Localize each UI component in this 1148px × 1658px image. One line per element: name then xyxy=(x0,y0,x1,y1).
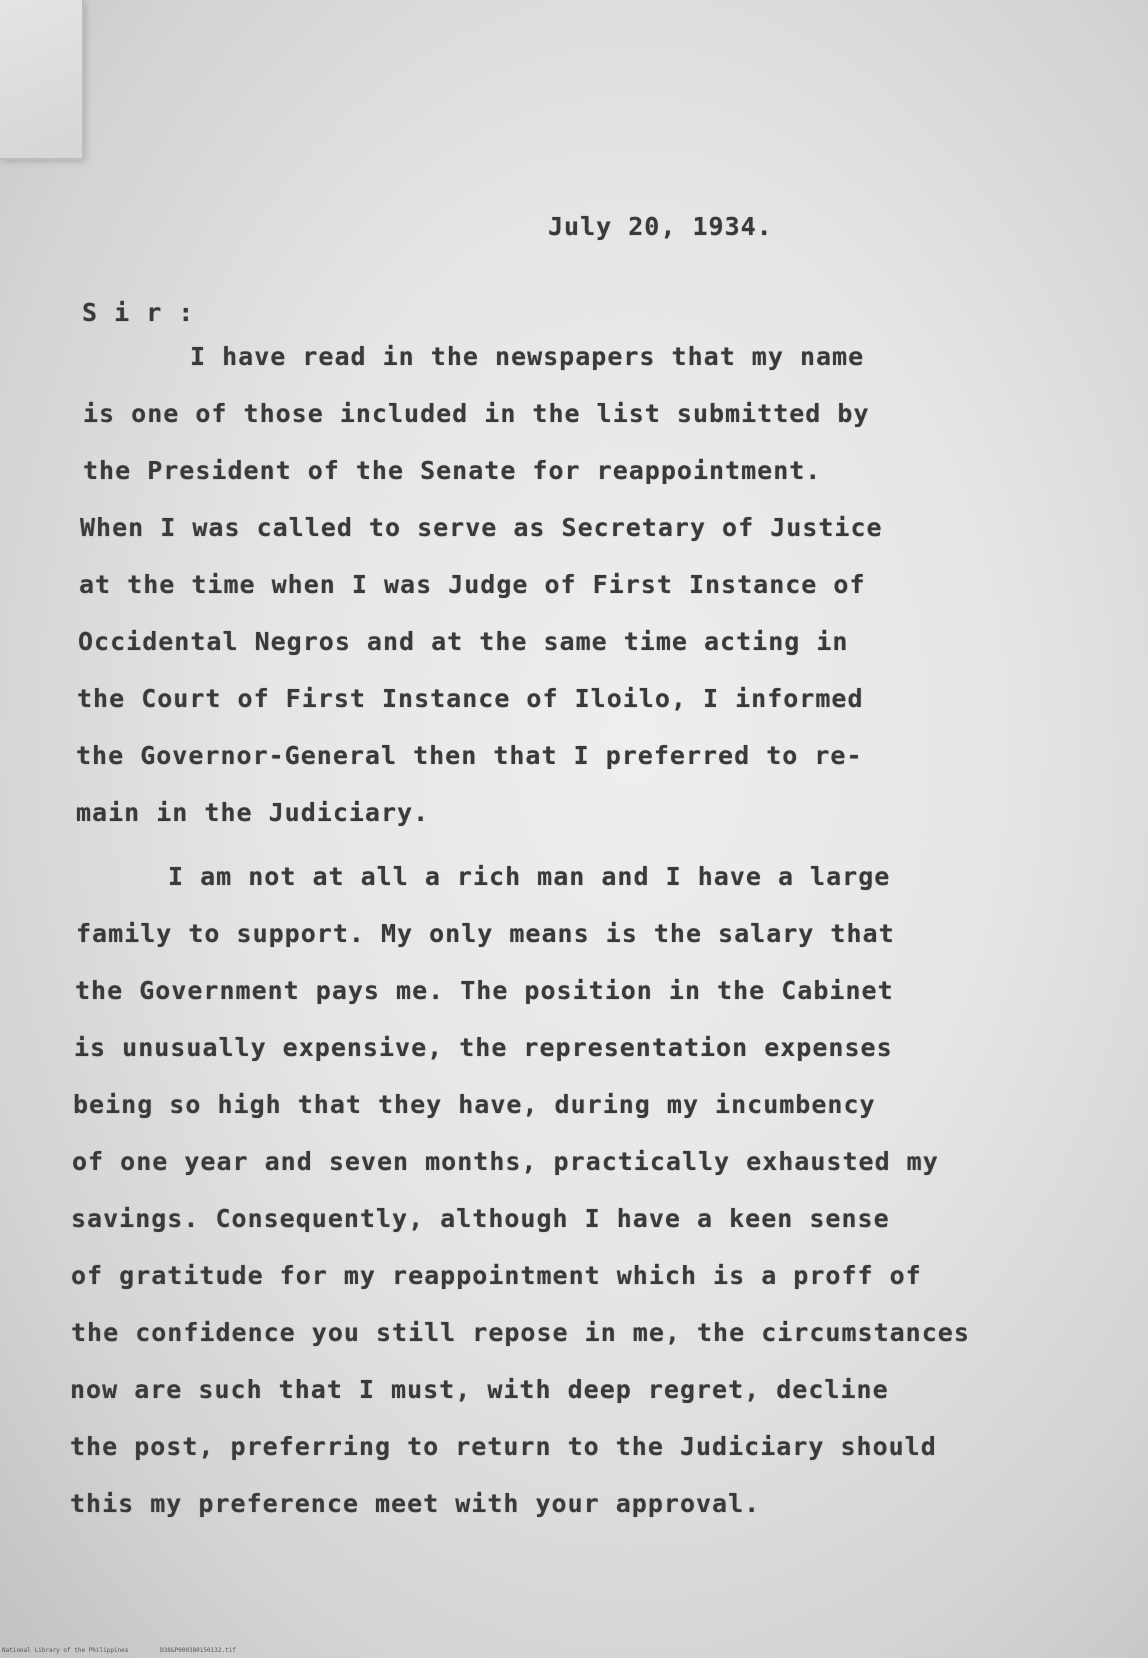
paper-corner-tab xyxy=(0,0,84,160)
letter-line: Occidental Negros and at the same time acting in xyxy=(78,627,849,656)
letter-line: family to support. My only means is the salary that xyxy=(76,919,895,948)
letter-line: of one year and seven months, practically exhausted my xyxy=(72,1147,939,1176)
letter-line: the confidence you still repose in me, the circumstances xyxy=(71,1318,970,1347)
footer-library: National Library of the Philippines xyxy=(2,1647,129,1654)
letter-line: savings. Consequently, although I have a keen sense xyxy=(71,1204,890,1233)
letter-line: is unusually expensive, the representation expenses xyxy=(74,1033,893,1062)
letter-line: is one of those included in the list submitted by xyxy=(83,399,870,428)
letter-line: the Governor-General then that I preferred to re- xyxy=(76,741,863,770)
scan-footer xyxy=(2,1647,264,1654)
letter-line: now are such that I must, with deep regret, decline xyxy=(70,1375,889,1404)
letter-line: the Government pays me. The position in the Cabinet xyxy=(75,976,894,1005)
letter-line: the post, preferring to return to the Judiciary should xyxy=(70,1432,937,1461)
letter-line: the President of the Senate for reappointment. xyxy=(83,456,822,485)
letter-line: being so high that they have, during my incumbency xyxy=(73,1090,876,1119)
letter-line: this my preference meet with your approval. xyxy=(70,1489,761,1518)
letter-line: I have read in the newspapers that my name xyxy=(190,342,865,371)
letter-line: main in the Judiciary. xyxy=(76,798,430,827)
letter-line: I am not at all a rich man and I have a large xyxy=(168,862,891,891)
letter-line: the Court of First Instance of Iloilo, I informed xyxy=(77,684,864,713)
letter-date: July 20, 1934. xyxy=(548,212,773,241)
letter-salutation: S i r : xyxy=(82,298,195,327)
footer-filename: D38&P000380150132.tif xyxy=(160,1647,236,1654)
letter-line: of gratitude for my reappointment which is a proff of xyxy=(71,1261,922,1290)
letter-line: When I was called to serve as Secretary of Justice xyxy=(80,513,883,542)
letter-line: at the time when I was Judge of First Instance of xyxy=(79,570,866,599)
